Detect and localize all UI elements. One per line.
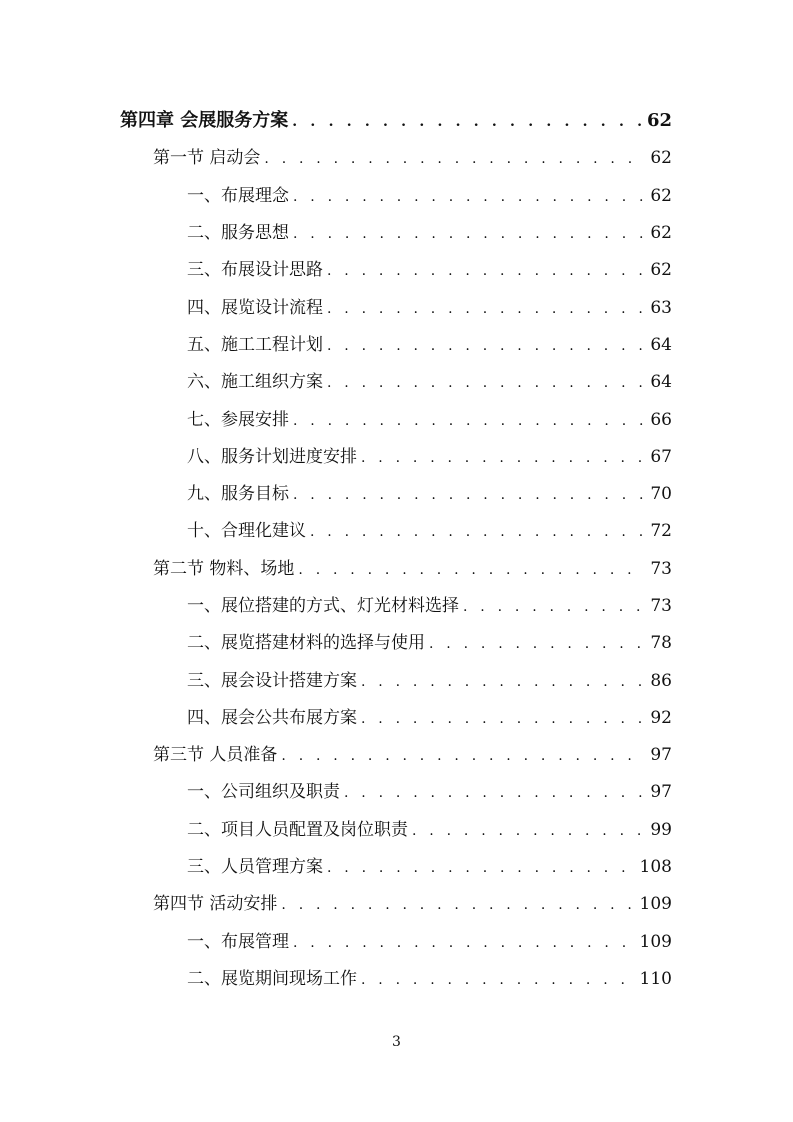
- toc-entry-page: 64: [650, 334, 672, 355]
- toc-entry-label: 五、施工工程计划: [187, 334, 323, 355]
- toc-chapter-row[interactable]: [0, 100, 793, 137]
- toc-entry-label: 四、展会公共布展方案: [187, 707, 357, 728]
- dot-leader: [412, 823, 645, 839]
- dot-leader: [281, 897, 634, 913]
- toc-entry-label: 一、布展理念: [187, 185, 289, 206]
- toc-entry-page: 64: [650, 372, 672, 393]
- toc-subsection-row[interactable]: [0, 212, 793, 249]
- toc-entry-page: 110: [639, 968, 672, 989]
- toc-subsection-row[interactable]: [0, 510, 793, 547]
- toc-entry-page: 62: [650, 148, 672, 169]
- dot-leader: [293, 413, 645, 429]
- table-of-contents: [0, 100, 793, 995]
- toc-entry-page: 73: [650, 558, 672, 579]
- toc-subsection-row[interactable]: [0, 324, 793, 361]
- dot-leader: [293, 487, 645, 503]
- toc-entry-page: 108: [639, 857, 672, 878]
- toc-entry-label: 三、人员管理方案: [187, 857, 323, 878]
- toc-subsection-row[interactable]: [0, 473, 793, 510]
- dot-leader: [292, 114, 642, 130]
- toc-entry-label: 一、布展管理: [187, 931, 289, 952]
- dot-leader: [344, 785, 645, 801]
- dot-leader: [293, 189, 645, 205]
- toc-entry-label: 一、公司组织及职责: [187, 782, 340, 803]
- toc-entry-label: 第二节 物料、场地: [153, 558, 295, 579]
- toc-entry-page: 86: [650, 670, 672, 691]
- toc-entry-label: 二、展览期间现场工作: [187, 968, 357, 989]
- toc-entry-label: 第四章 会展服务方案: [120, 109, 289, 131]
- toc-entry-page: 72: [650, 521, 672, 542]
- toc-subsection-row[interactable]: [0, 175, 793, 212]
- toc-entry-page: 66: [650, 409, 672, 430]
- toc-entry-page: 67: [650, 446, 672, 467]
- toc-entry-label: 第四节 活动安排: [153, 894, 278, 915]
- toc-entry-label: 第三节 人员准备: [153, 745, 278, 766]
- dot-leader: [293, 935, 635, 951]
- toc-subsection-row[interactable]: [0, 921, 793, 958]
- toc-entry-label: 三、布展设计思路: [187, 260, 323, 281]
- dot-leader: [293, 226, 645, 242]
- toc-entry-page: 97: [650, 745, 672, 766]
- toc-subsection-row[interactable]: [0, 585, 793, 622]
- toc-subsection-row[interactable]: [0, 398, 793, 435]
- toc-entry-page: 70: [650, 484, 672, 505]
- toc-entry-page: 92: [650, 707, 672, 728]
- dot-leader: [327, 375, 645, 391]
- toc-section-row[interactable]: [0, 883, 793, 920]
- page-number: 3: [392, 1034, 401, 1050]
- toc-subsection-row[interactable]: [0, 622, 793, 659]
- toc-entry-label: 一、展位搭建的方式、灯光材料选择: [187, 596, 459, 616]
- toc-entry-label: 十、合理化建议: [187, 521, 306, 542]
- toc-entry-page: 62: [646, 109, 672, 131]
- toc-subsection-row[interactable]: [0, 361, 793, 398]
- toc-entry-page: 109: [639, 894, 672, 915]
- toc-section-row[interactable]: [0, 548, 793, 585]
- toc-subsection-row[interactable]: [0, 697, 793, 734]
- toc-entry-page: 62: [650, 185, 672, 206]
- toc-entry-page: 99: [650, 819, 672, 840]
- dot-leader: [361, 972, 635, 988]
- dot-leader: [327, 301, 645, 317]
- toc-section-row[interactable]: [0, 137, 793, 174]
- toc-section-row[interactable]: [0, 734, 793, 771]
- toc-entry-label: 七、参展安排: [187, 409, 289, 430]
- toc-entry-label: 二、项目人员配置及岗位职责: [187, 819, 408, 840]
- toc-entry-label: 六、施工组织方案: [187, 372, 323, 393]
- toc-subsection-row[interactable]: [0, 286, 793, 323]
- toc-subsection-row[interactable]: [0, 809, 793, 846]
- dot-leader: [429, 636, 645, 652]
- toc-entry-page: 62: [650, 260, 672, 281]
- toc-subsection-row[interactable]: [0, 436, 793, 473]
- dot-leader: [298, 562, 645, 578]
- toc-entry-label: 九、服务目标: [187, 484, 289, 505]
- toc-subsection-row[interactable]: [0, 249, 793, 286]
- toc-entry-page: 97: [650, 782, 672, 803]
- toc-subsection-row[interactable]: [0, 846, 793, 883]
- toc-subsection-row[interactable]: [0, 659, 793, 696]
- dot-leader: [327, 263, 645, 279]
- dot-leader: [463, 599, 645, 615]
- toc-entry-label: 二、展览搭建材料的选择与使用: [187, 633, 425, 654]
- toc-entry-label: 八、服务计划进度安排: [187, 446, 357, 467]
- toc-entry-page: 78: [650, 633, 672, 654]
- dot-leader: [361, 450, 645, 466]
- toc-entry-page: 73: [650, 596, 672, 616]
- dot-leader: [327, 860, 635, 876]
- toc-entry-label: 二、服务思想: [187, 223, 289, 244]
- toc-entry-page: 109: [639, 931, 672, 952]
- toc-subsection-row[interactable]: [0, 771, 793, 808]
- dot-leader: [264, 151, 645, 167]
- dot-leader: [281, 748, 645, 764]
- toc-entry-label: 三、展会设计搭建方案: [187, 670, 357, 691]
- dot-leader: [310, 524, 645, 540]
- dot-leader: [361, 674, 645, 690]
- toc-entry-label: 第一节 启动会: [153, 148, 261, 169]
- dot-leader: [361, 711, 645, 727]
- toc-entry-page: 63: [650, 297, 672, 318]
- toc-subsection-row[interactable]: [0, 958, 793, 995]
- dot-leader: [327, 338, 645, 354]
- toc-entry-page: 62: [650, 223, 672, 244]
- toc-entry-label: 四、展览设计流程: [187, 297, 323, 318]
